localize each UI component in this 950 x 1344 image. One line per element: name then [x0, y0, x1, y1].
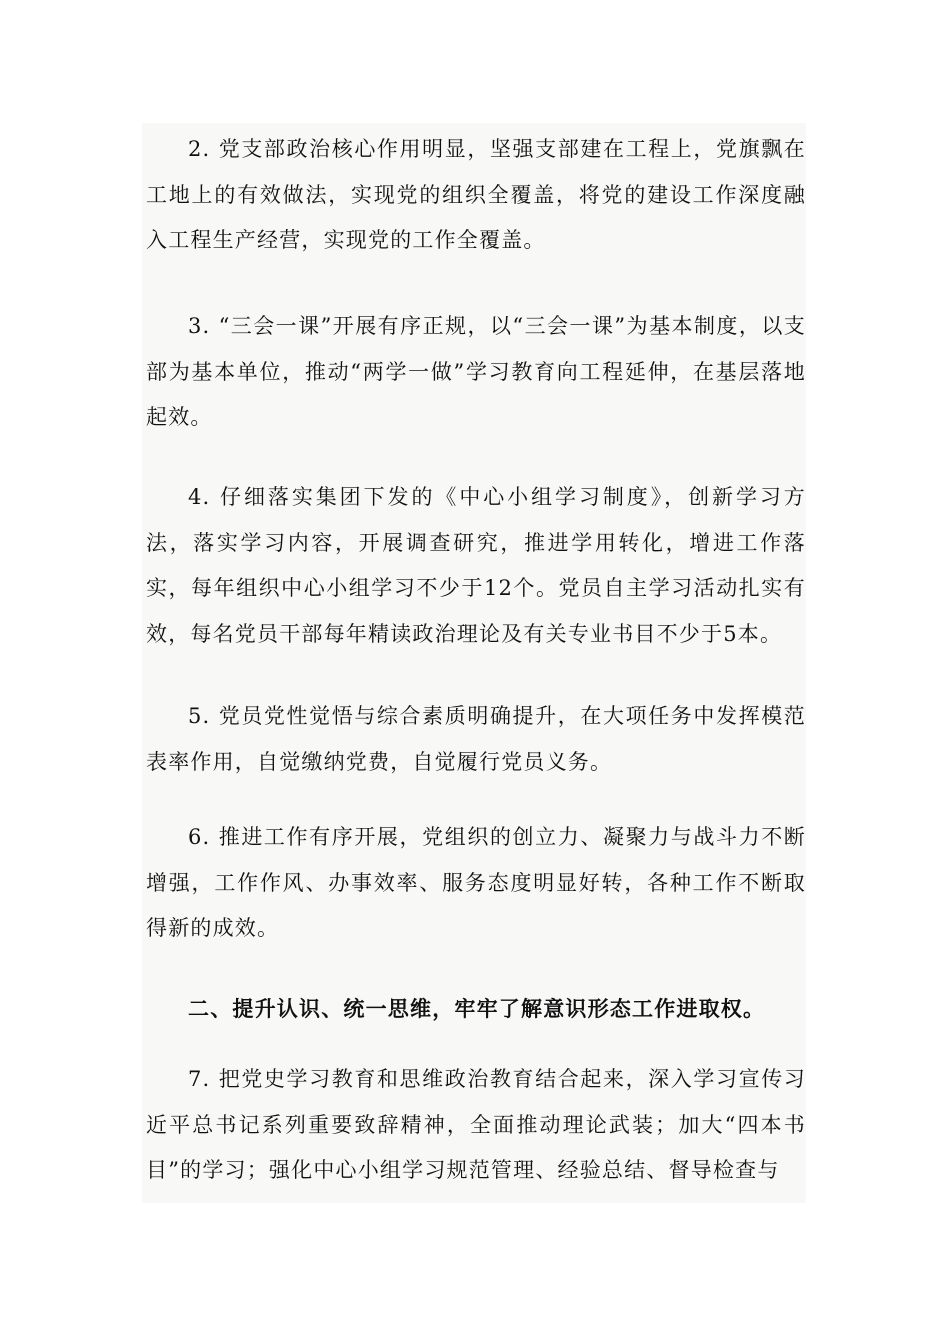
paragraph-3: 3. “三会一课”开展有序正规，以“三会一课”为基本制度，以支部为基本单位，推动“两学一做”学习教育向工程延伸，在基层落地起效。 — [146, 314, 806, 429]
paragraph-6: 6. 推进工作有序开展，党组织的创立力、凝聚力与战斗力不断增强，工作作风、办事效率、服务态度明显好转，各种工作不断取得新的成效。 — [146, 825, 806, 940]
paragraph-4: 4. 仔细落实集团下发的《中心小组学习制度》，创新学习方法，落实学习内容，开展调查研究，推进学用转化，增进工作落实，每年组织中心小组学习不少于12个。党员自主学习活动扎实有效，每名党员干部每年精读政治理论及有关专业书目不少于5本。 — [146, 485, 806, 646]
paragraph-7: 7. 把党史学习教育和思维政治教育结合起来，深入学习宣传习近平总书记系列重要致辞精神，全面推动理论武装；加大“四本书目”的学习；强化中心小组学习规范管理、经验总结、督导检查与 — [146, 1067, 806, 1182]
document-text-block — [142, 123, 806, 1203]
paragraph-2: 2. 党支部政治核心作用明显，坚强支部建在工程上，党旗飘在工地上的有效做法，实现党的组织全覆盖，将党的建设工作深度融入工程生产经营，实现党的工作全覆盖。 — [146, 137, 806, 252]
paragraph-5: 5. 党员党性觉悟与综合素质明确提升，在大项任务中发挥模范表率作用，自觉缴纳党费，自觉履行党员义务。 — [146, 704, 806, 774]
section-heading: 二、提升认识、统一思维，牢牢了解意识形态工作进取权。 — [188, 996, 766, 1021]
